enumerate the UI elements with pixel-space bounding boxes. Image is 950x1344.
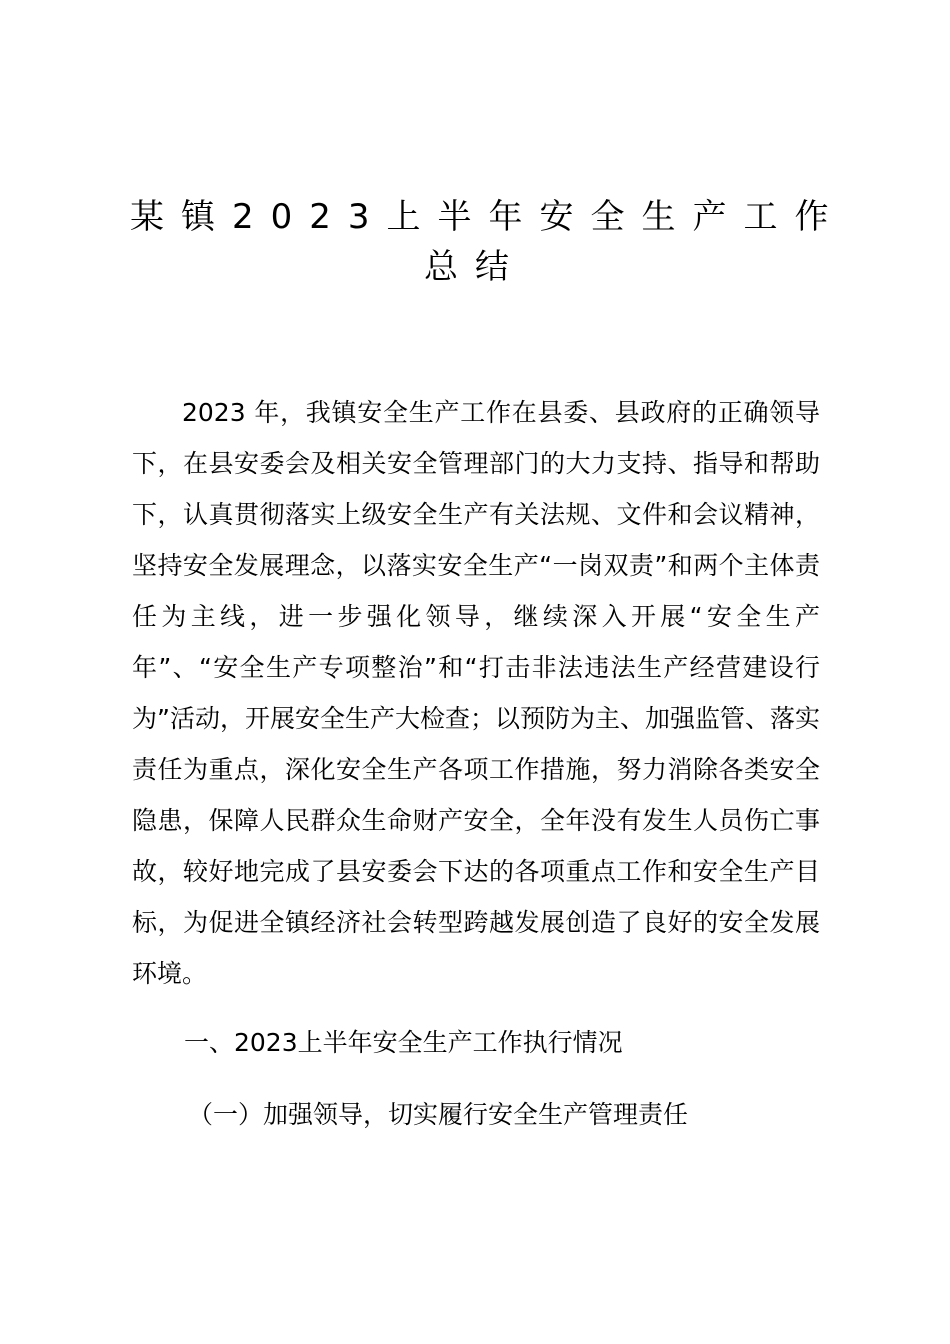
document-title-line-1: 某镇2023上半年安全生产工作 — [130, 197, 846, 237]
document-title-line-2: 总结 — [424, 247, 526, 287]
subsection-heading: （一）加强领导，切实履行安全生产管理责任 — [188, 1100, 689, 1129]
section-heading: 一、2023上半年安全生产工作执行情况 — [184, 1028, 623, 1057]
intro-paragraph: 2023 年，我镇安全生产工作在县委、县政府的正确领导下，在县安委会及相关安全管理部门的大力支持、指导和帮助下，认真贯彻落实上级安全生产有关法规、文件和会议精神，坚持安全发展理念，以落实安全生产“一岗双责”和两个主体责任为主线，进一步强化领导，继续深入开展“安全生产年”、“安全生产专项整治”和“打击非法违法生产经营建设行为”活动，开展安全生产大检查；以预防为主、加强监管、落实责任为重点，深化安全生产各项工作措施，努力消除各类安全隐患，保障人民群众生命财产安全，全年没有发生人员伤亡事故，较好地完成了县安委会下达的各项重点工作和安全生产目标，为促进全镇经济社会转型跨越发展创造了良好的安全发展环境。 — [132, 398, 820, 988]
